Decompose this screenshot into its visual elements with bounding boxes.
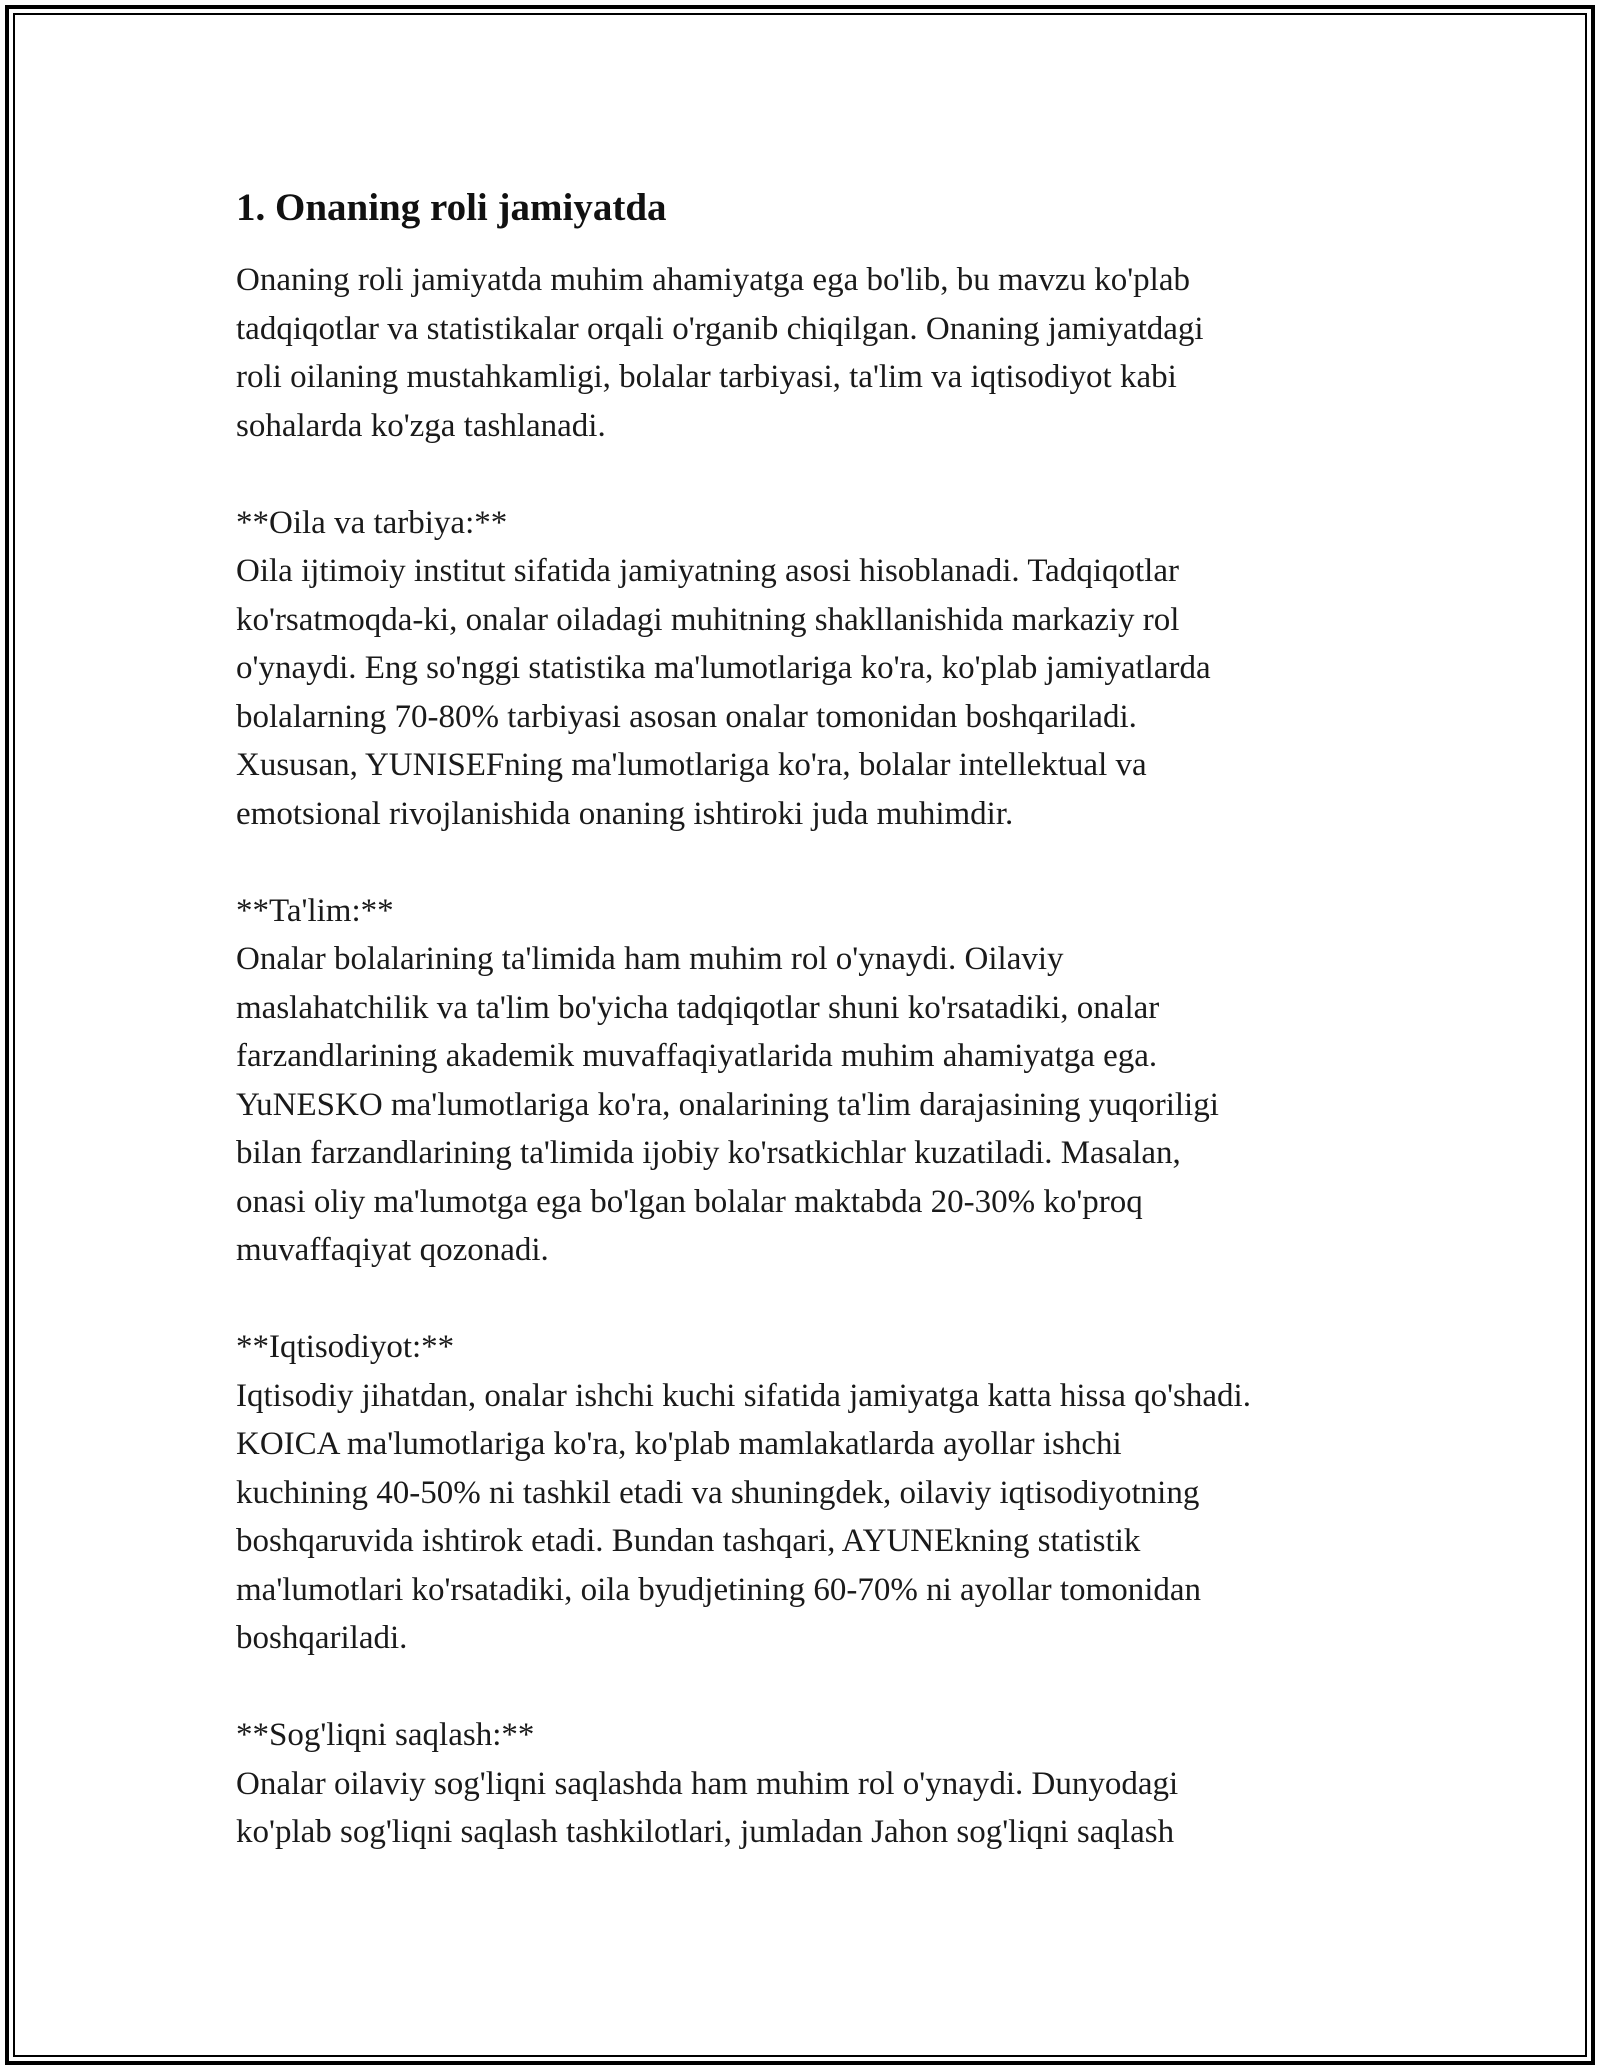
- section-heading: **Iqtisodiyot:**: [236, 1329, 455, 1365]
- text-line: tadqiqotlar va statistikalar orqali o'rganib chiqilgan. Onaning jamiyatdagi: [236, 310, 1204, 347]
- text-line: Oila ijtimoiy institut sifatida jamiyatning asosi hisoblanadi. Tadqiqotlar: [236, 553, 1179, 589]
- text-line: Onalar oilaviy sog'liqni saqlashda ham muhim rol o'ynaydi. Dunyodagi: [236, 1765, 1179, 1802]
- text-line: roli oilaning mustahkamligi, bolalar tarbiyasi, ta'lim va iqtisodiyot kabi: [236, 359, 1177, 395]
- section-heading: **Oila va tarbiya:**: [236, 504, 508, 541]
- text-line: kuchining 40-50% ni tashkil etadi va shuningdek, oilaviy iqtisodiyotning: [236, 1474, 1200, 1511]
- document-body: [236, 184, 1396, 1857]
- text-line: ko'plab sog'liqni saqlash tashkilotlari, jumladan Jahon sog'liqni saqlash: [236, 1814, 1175, 1850]
- text-line: boshqaruvida ishtirok etadi. Bundan tashqari, AYUNEkning statistik: [236, 1523, 1141, 1559]
- section-heading: **Sog'liqni saqlash:**: [236, 1717, 535, 1753]
- section-family: [236, 499, 1396, 839]
- text-line: sohalarda ko'zga tashlanadi.: [236, 407, 606, 444]
- text-line: onasi oliy ma'lumotga ega bo'lgan bolalar maktabda 20-30% ko'proq: [236, 1183, 1143, 1220]
- text-line: Onalar bolalarining ta'limida ham muhim rol o'ynaydi. Oilaviy: [236, 941, 1064, 977]
- section-economy: [236, 1323, 1396, 1663]
- text-line: emotsional rivojlanishida onaning ishtiroki juda muhimdir.: [236, 795, 1014, 832]
- text-line: bolalarning 70-80% tarbiyasi asosan onalar tomonidan boshqariladi.: [236, 698, 1137, 735]
- text-line: Onaning roli jamiyatda muhim ahamiyatga ega bo'lib, bu mavzu ko'plab: [236, 262, 1190, 298]
- text-line: maslahatchilik va ta'lim bo'yicha tadqiqotlar shuni ko'rsatadiki, onalar: [236, 989, 1160, 1026]
- section-health: [236, 1711, 1396, 1857]
- page-title: 1. Onaning roli jamiyatda: [236, 186, 667, 229]
- intro-paragraph: [236, 256, 1396, 450]
- text-line: ma'lumotlari ko'rsatadiki, oila byudjetining 60-70% ni ayollar tomonidan: [236, 1571, 1202, 1608]
- text-line: YuNESKO ma'lumotlariga ko'ra, onalarining ta'lim darajasining yuqoriligi: [236, 1086, 1219, 1123]
- text-line: Xususan, YUNISEFning ma'lumotlariga ko'ra, bolalar intellektual va: [236, 747, 1147, 783]
- section-heading: **Ta'lim:**: [236, 892, 394, 929]
- text-line: KOICA ma'lumotlariga ko'ra, ko'plab mamlakatlarda ayollar ishchi: [236, 1426, 1122, 1462]
- text-line: muvaffaqiyat qozonadi.: [236, 1232, 549, 1268]
- text-line: Iqtisodiy jihatdan, onalar ishchi kuchi sifatida jamiyatga katta hissa qo'shadi.: [236, 1377, 1251, 1414]
- text-line: boshqariladi.: [236, 1620, 408, 1656]
- text-line: bilan farzandlarining ta'limida ijobiy ko'rsatkichlar kuzatiladi. Masalan,: [236, 1135, 1181, 1171]
- text-line: farzandlarining akademik muvaffaqiyatlarida muhim ahamiyatga ega.: [236, 1038, 1158, 1074]
- section-education: [236, 887, 1396, 1275]
- text-line: ko'rsatmoqda-ki, onalar oiladagi muhitning shakllanishida markaziy rol: [236, 601, 1180, 638]
- text-line: o'ynaydi. Eng so'nggi statistika ma'lumotlariga ko'ra, ko'plab jamiyatlarda: [236, 650, 1211, 686]
